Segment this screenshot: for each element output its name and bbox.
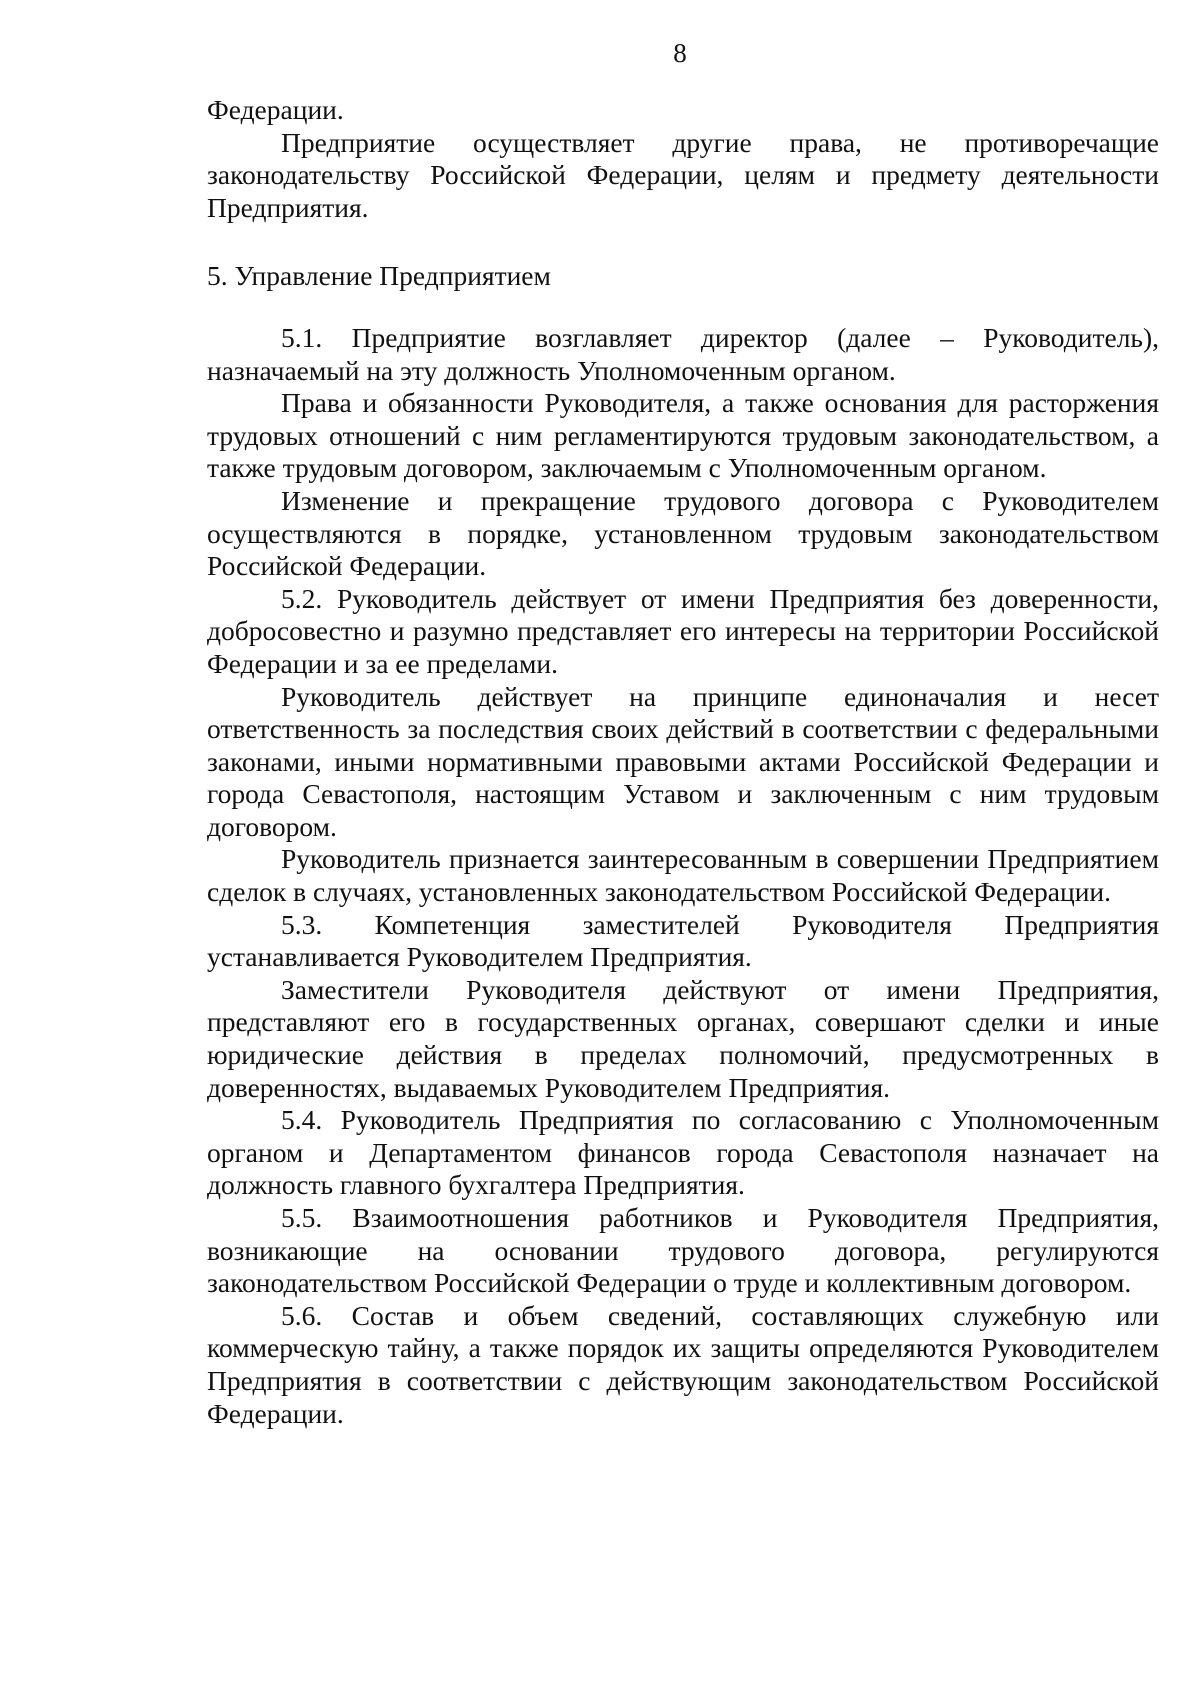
paragraph-5-6: 5.6. Состав и объем сведений, составляющих служебную или коммерческую тайну, а также порядок их защиты определяются Руководителем Предприятия в соответствии с действующим законодательством Российской Федерации. xyxy=(207,1299,1159,1429)
section-heading: 5. Управление Предприятием xyxy=(207,260,551,292)
paragraph-5-3-deputies: Заместители Руководителя действуют от имени Предприятия, представляют его в государственных органах, совершают сделки и иные юридические действия в пределах полномочий, предусмотренных в доверенностях, выдаваемых Руководителем Предприятия. xyxy=(207,973,1159,1103)
paragraph-5-2-interest: Руководитель признается заинтересованным в совершении Предприятием сделок в случаях, установленных законодательством Российской Федерации. xyxy=(207,843,1159,908)
page-number: 8 xyxy=(673,38,687,68)
paragraph-5-1-rights: Права и обязанности Руководителя, а также основания для расторжения трудовых отношений с ним регламентируются трудовым законодательством, а также трудовым договором, заключаемым с Уполномоченным органом. xyxy=(207,387,1159,484)
document-body xyxy=(207,94,1159,1430)
paragraph-5-3: 5.3. Компетенция заместителей Руководителя Предприятия устанавливается Руководителем Предприятия. xyxy=(207,908,1159,973)
paragraph-5-2-responsibility: Руководитель действует на принципе единоначалия и несет ответственность за последствия своих действий в соответствии с федеральными законами, иными нормативными правовыми актами Российской Федерации и города Севастополя, настоящим Уставом и заключенным с ним трудовым договором. xyxy=(207,680,1159,842)
paragraph-5-2: 5.2. Руководитель действует от имени Предприятия без доверенности, добросовестно и разумно представляет его интересы на территории Российской Федерации и за ее пределами. xyxy=(207,582,1159,679)
paragraph-other-rights: Предприятие осуществляет другие права, не противоречащие законодательству Российской Федерации, целям и предмету деятельности Предприятия. xyxy=(207,126,1159,223)
paragraph-5-5: 5.5. Взаимоотношения работников и Руководителя Предприятия, возникающие на основании трудового договора, регулируются законодательством Российской Федерации о труде и коллективным договором. xyxy=(207,1202,1159,1299)
paragraph-5-1-contract-change: Изменение и прекращение трудового договора с Руководителем осуществляются в порядке, установленном трудовым законодательством Российской Федерации. xyxy=(207,484,1159,582)
paragraph-continuation: Федерации. xyxy=(207,94,344,125)
paragraph-5-1: 5.1. Предприятие возглавляет директор (далее – Руководитель), назначаемый на эту должность Уполномоченным органом. xyxy=(207,321,1159,386)
paragraph-5-4: 5.4. Руководитель Предприятия по согласованию с Уполномоченным органом и Департаментом финансов города Севастополя назначает на должность главного бухгалтера Предприятия. xyxy=(207,1104,1159,1201)
